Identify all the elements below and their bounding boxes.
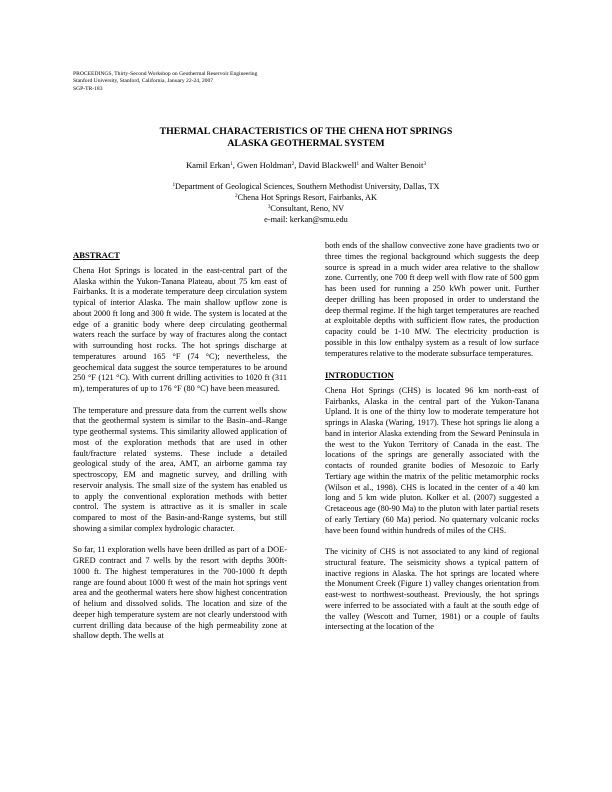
title-line-1: THERMAL CHARACTERISTICS OF THE CHENA HOT SPRINGS xyxy=(159,126,453,137)
author-separator: and xyxy=(359,160,376,170)
affiliation-mark: 3 xyxy=(267,204,271,210)
affiliation-text: Chena Hot Springs Resort, Fairbanks, AK xyxy=(237,193,378,202)
affiliation-text: Department of Geological Sciences, Southern Methodist University, Dallas, TX xyxy=(175,182,440,191)
introduction-paragraph-1: Chena Hot Springs (CHS) is located 96 km north-east of Fairbanks, Alaska in the central part of the Yukon-Tanana Upland. It is one of the thirty low to moderate temperature hot springs in Alaska (Waring, 1917). These hot springs lie along a band in interior Alaska extending from the Seward Peninsula in the west to the Yukon Territory of Canada in the east. The locations of the springs are generally associated with the contacts of rounded granite bodies of Mesozoic to Early Tertiary age within the matrix of the pelitic metamorphic rocks (Wilson et al., 1998). CHS is located in the center of a 40 km long and 5 km wide pluton. Kolker et al. (2007) suggested a Cretaceous age (80-90 Ma) to the pluton with later partial resets of early Tertiary (60 Ma) period. No quaternary volcanic rocks have been found within hundreds of miles of the CHS. xyxy=(325,385,539,535)
contact-email: e-mail: kerkan@smu.edu xyxy=(264,215,348,224)
header-line-3: SGP-TR-183 xyxy=(73,85,103,92)
affiliation-text: Consultant, Reno, NV xyxy=(270,204,345,213)
header-line-2: Stanford University, Stanford, California, January 22-24, 2007 xyxy=(73,78,214,85)
author-affiliation-mark: 1 xyxy=(230,161,233,167)
affiliation-mark: 1 xyxy=(172,182,176,188)
affiliation-3 xyxy=(0,203,612,214)
right-column xyxy=(325,241,539,644)
author-separator: , xyxy=(232,160,237,170)
author-list xyxy=(0,160,612,171)
affiliation-mark: 2 xyxy=(234,193,238,199)
proceedings-header xyxy=(73,71,257,93)
affiliation-2 xyxy=(0,192,612,203)
abstract-heading: ABSTRACT xyxy=(73,250,120,260)
abstract-paragraph-3: So far, 11 exploration wells have been drilled as part of a DOE-GRED contract and 7 wells by the resort with depths 300ft-1000 ft. The highest temperatures in the 700-1000 ft depth range are found about 1000 ft west of the main hot springs vent area and the geothermal waters here show highest concentration of helium and dissolved solids. The location and size of the deeper high temperature system are not clearly understood with current drilling data because of the high permeability zone at shallow depth. The wells at xyxy=(73,545,287,641)
introduction-heading: INTRODUCTION xyxy=(325,370,394,380)
author-separator: , xyxy=(294,160,299,170)
header-line-1: PROCEEDINGS, Thirty-Second Workshop on Geothermal Reservoir Engineering xyxy=(73,71,258,77)
affiliations xyxy=(0,181,612,225)
author-affiliation-mark: 1 xyxy=(356,161,360,167)
affiliation-1 xyxy=(0,181,612,192)
abstract-paragraph-2: The temperature and pressure data from the current wells show that the geothermal system is similar to the Basin–and–Range type geothermal systems. This similarity allowed application of most of the exploration methods that are used in other fault/fracture related systems. These include a detailed geological study of the area, AMT, an airborne gamma ray spectroscopy, EM and magnetic survey, and drilling with reservoir analysis. The small size of the system has enabled us to apply the conventional exploration methods with better control. The system is attractive as it is smaller in scale compared to most of the Basin-and-Range systems, but still showing a similar complex hydrologic character. xyxy=(73,405,287,533)
paper-title xyxy=(0,126,612,150)
title-line-2: ALASKA GEOTHERMAL SYSTEM xyxy=(227,138,385,150)
left-column xyxy=(73,250,287,653)
abstract-paragraph-1: Chena Hot Springs is located in the east-central part of the Alaska within the Yukon-Tanana Plateau, about 75 km east of Fairbanks. It is a moderate temperature deep circulation system typical of interior Alaska. The main shallow upflow zone is about 2000 ft long and 300 ft wide. The system is located at the edge of a granitic body where deep circulating geothermal waters reach the surface by way of fractures along the contact with surrounding host rocks. The hot springs discharge at temperatures around 165 °F (74 °C); nevertheless, the geochemical data suggest the source temperatures to be around 250 °F (121 °C). With current drilling activities to 1020 ft (311 m), temperatures of up to 176 °F (80 °C) have been measured. xyxy=(73,265,287,393)
author-affiliation-mark: 2 xyxy=(291,161,295,167)
author-name: Walter Benoit xyxy=(375,160,424,170)
author-name: Kamil Erkan xyxy=(185,160,231,170)
introduction-paragraph-2: The vicinity of CHS is not associated to any kind of regional structural feature. The seismicity shows a typical pattern of inactive regions in Alaska. The hot springs are located where the Monument Creek (Figure 1) valley changes orientation from east-west to northwest-southeast. Previously, the hot springs were inferred to be associated with a fault at the south edge of the valley (Wescott and Turner, 1981) or a couple of faults intersecting at the location of the xyxy=(325,547,539,632)
abstract-paragraph-4: both ends of the shallow convective zone have gradients two or three times the regional background which suggests the deep source is spread in a much wider area relative to the shallow zone. Currently, one 700 ft deep well with flow rate of 500 gpm has been used for running a 250 kWh power unit. Further deeper drilling has been proposed in order to understand the deep thermal regime. If the high target temperatures are reached at exploitable depths with sufficient flow rates, the production capacity could be 1-10 MW. The electricity production is possible in this low enthalpy system as a result of low surface temperatures relative to the moderate subsurface temperatures. xyxy=(325,241,539,358)
author-affiliation-mark: 3 xyxy=(423,161,427,167)
author-name: Gwen Holdman xyxy=(236,160,292,170)
author-name: David Blackwell xyxy=(298,160,357,170)
